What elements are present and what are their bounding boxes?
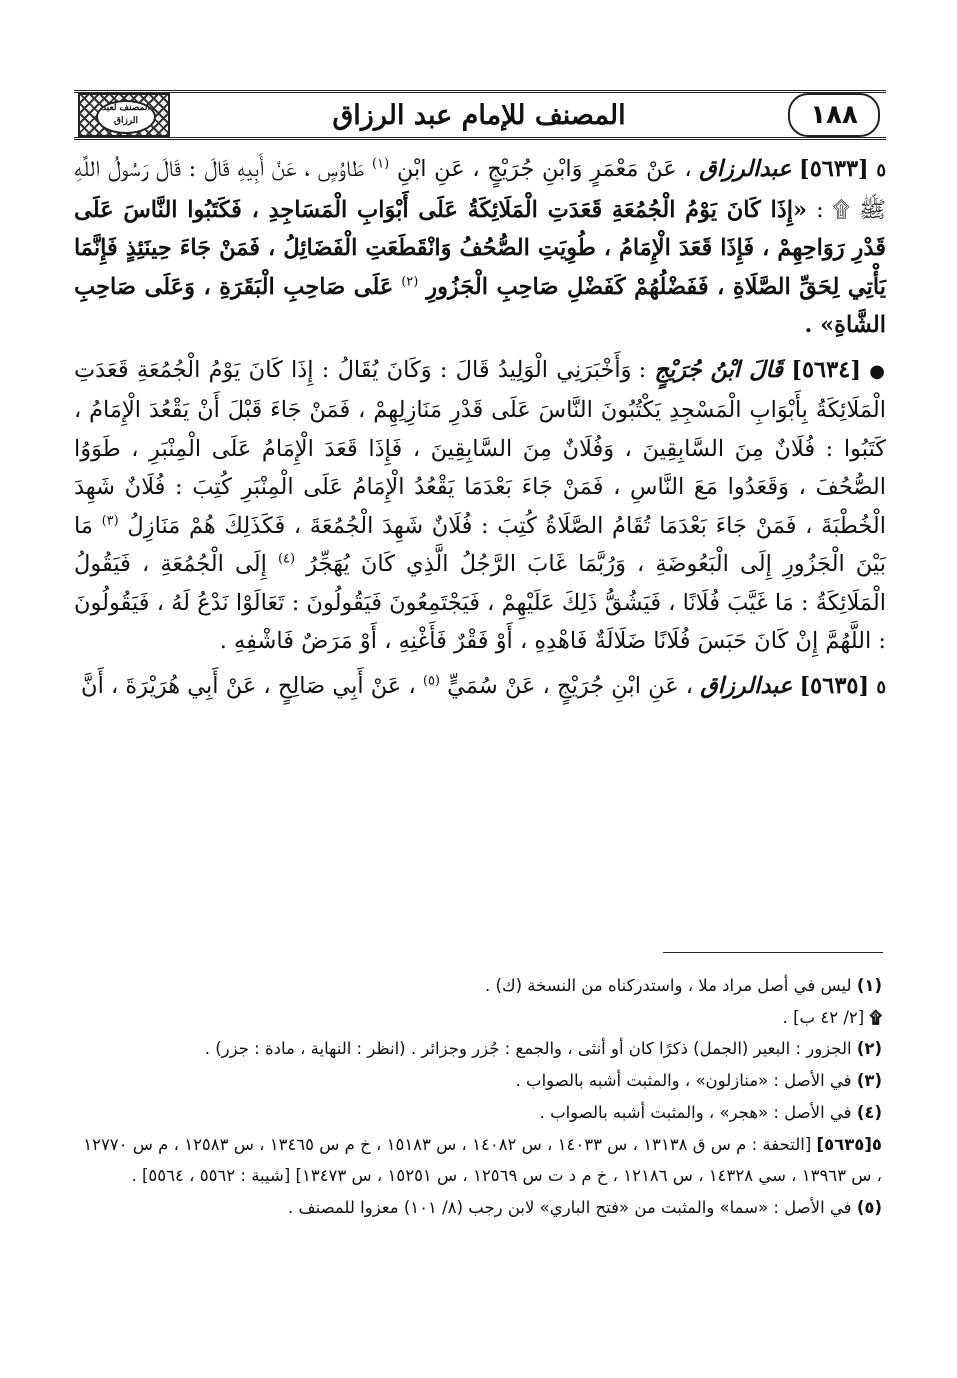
footnote-separator (663, 952, 883, 953)
footnote-ref: (١) (372, 156, 390, 172)
matn-quote: عَلَى صَاحِبِ الْبَقَرَةِ ، وَعَلَى صَاحِبِ الشَّاةِ» . (74, 273, 886, 338)
isnad-text: ، عَنِ ابْنِ جُرَيْجٍ ، عَنْ سُمَيٍّ (447, 672, 694, 699)
footnotes (74, 970, 886, 1224)
footnote-text: في الأصل : «منازلون» ، والمثبت أشبه بالصواب . (515, 1071, 852, 1091)
hadith-marker: ٥ (876, 160, 887, 181)
footnote-text: ليس في أصل مراد ملا ، واستدركناه من النسخة (ك) . (485, 976, 852, 995)
footnote-5 (74, 1192, 886, 1224)
isnad-text: ، عَنْ مَعْمَرٍ وَابْنِ جُرَيْجٍ ، عَنِ ابْنِ (396, 156, 692, 182)
hadith-source: قَالَ ابْنُ جُرَيْجٍ (654, 356, 784, 383)
footnote-3 (74, 1065, 886, 1097)
hadith-marker: ● (869, 360, 887, 382)
hadith-5635 (74, 667, 886, 708)
footnote-text: في الأصل : «هجر» ، والمثبت أشبه بالصواب . (539, 1102, 852, 1122)
footnote-4 (74, 1097, 886, 1129)
footnote-marker: (٢) (856, 1039, 882, 1059)
hadith-source: عبدالرزاق (700, 672, 793, 699)
hadith-source: عبدالرزاق (699, 156, 792, 182)
footnote-ref: (٥) (422, 673, 440, 688)
footnote-1 (74, 970, 886, 1002)
footnote-takhrij (74, 1129, 886, 1192)
hadith-text: : وَأَخْبَرَنِي الْوَلِيدُ قَالَ : وَكَانَ يُقَالُ : إِذَا كَانَ يَوْمُ الْجُمُعَةِ قَعَدَتِ الْمَلَائِكَةُ بِأَبْوَابِ الْمَسْجِدِ يَكْتُبُونَ النَّاسَ عَلَى قَدْرِ مَنَازِلِهِمْ ، فَمَنْ جَاءَ قَبْلَ أَنْ يَقْعُدَ الْإِمَامُ ، كَتَبُوا : فُلَانٌ مِنَ السَّابِقِينَ ، وَفُلَانٌ مِنَ السَّابِقِينَ ، فَإِذَا قَعَدَ الْإِمَامُ عَلَى الْمِنْبَرِ ، طَوَوُا الصُّحُفَ ، وَقَعَدُوا مَعَ النَّاسِ ، فَمَنْ جَاءَ بَعْدَمَا يَقْعُدُ الْإِمَامُ عَلَى الْمِنْبَرِ كُتِبَ : فُلَانٌ شَهِدَ الْخُطْبَةَ ، فَمَنْ جَاءَ بَعْدَمَا تُقَامُ الصَّلَاةُ كُتِبَ : فُلَانٌ شَهِدَ الْجُمُعَةَ ، فَكَذَلِكَ هُمْ مَنَازِلُ (74, 356, 886, 539)
footnote-text: الجزور : البعير (الجمل) ذكرًا كان أو أنثى ، والجمع : جُزر وجزائر . (انظر : النهاية ، مادة : جزر) . (204, 1039, 852, 1059)
hadith-marker: ٥ (876, 676, 886, 698)
footnote-ref: (٢) (401, 274, 419, 289)
hadith-text: إِلَى الْجُمُعَةِ ، فَيَقُولُ الْمَلَائِكَةُ : مَا غَيَّبَ فُلَانًا ، فَيَشُقُّ ذَلِكَ عَلَيْهِمْ ، فَيَجْتَمِعُونَ فَيَقُولُونَ : تَعَالَوْا نَدْعُ لَهُ ، فَيَقُولُونَ : اللَّهُمَّ إِنْ كَانَ حَبَسَ فُلَانًا ضَلَالَةٌ فَاهْدِهِ ، أَوْ فَقْرٌ فَأَغْنِهِ ، أَوْ مَرَضٌ فَاشْفِهِ . (74, 551, 886, 654)
isnad-text: ، عَنْ أَبِي صَالِحٍ ، عَنْ أَبِي هُرَيْرَةَ ، أَنَّ (81, 672, 416, 699)
footnote-marker: ٥[٥٦٣٥] (816, 1134, 882, 1154)
ornament-seal: المصنف لعبد الرزاق (96, 100, 156, 134)
footnote-ref: (٣) (101, 513, 119, 528)
footnote-text: [٢/ ٤٢ ب] . (782, 1007, 865, 1027)
footnote-text: [التحفة : م س ق ١٣١٣٨ ، س ١٤٠٣٣ ، س ١٤٠٨٢ ، س ١٥١٨٣ ، خ م س ١٣٤٦٥ ، س ١٢٥٨٣ ، م س ١٢٧٧٠ ، س ١٣٩٦٣ ، سي ١٤٣٢٨ ، س ١٢١٨٦ ، خ م د ت س ١٢٥٦٩ ، س ١٥٢٥١ ، س ١٣٤٧٣] [شيبة : ٥٥٦٢ ، ٥٥٦٤] . (83, 1134, 882, 1186)
page-number: ١٨٨ (788, 93, 880, 137)
hadith-number: [٥٦٣٣] (799, 156, 869, 182)
footnote-marker: ۩ (869, 1007, 882, 1027)
hadith-5633 (74, 150, 886, 345)
hadith-number: [٥٦٣٥] (799, 672, 870, 699)
footnote-marker: (٤) (856, 1102, 882, 1122)
hadith-number: [٥٦٣٤] (791, 356, 861, 383)
hadith-text: مَا بَيْنَ الْجَزُورِ إِلَى الْبَعُوضَةِ ، وَرُبَّمَا غَابَ الرَّجُلُ الَّذِي كَانَ يُهَجِّرُ (74, 512, 886, 577)
footnote-manuscript (74, 1002, 886, 1034)
footnote-text: في الأصل : «سما» والمثبت من «فتح الباري» لابن رجب (٨/ ١٠١) معزوا للمصنف . (288, 1197, 852, 1217)
running-title: المصنف للإمام عبد الرزاق (332, 99, 626, 131)
isnad-text: طَاوُسٍ ، عَنْ أَبِيهِ قَالَ : قَالَ رَسُولُ اللَّهِ ﷺ ۩ : (74, 156, 887, 223)
footnote-marker: (١) (856, 976, 882, 995)
hadith-5634 (74, 351, 886, 661)
page-header (74, 90, 886, 140)
footnote-marker: (٥) (856, 1197, 882, 1217)
footnote-ref: (٤) (277, 551, 296, 567)
ornament-frame (78, 93, 170, 137)
matn-quote: «إِذَا كَانَ يَوْمُ الْجُمُعَةِ قَعَدَتِ الْمَلَائِكَةُ عَلَى أَبْوَابِ الْمَسَاجِدِ ، فَكَتَبُوا النَّاسَ عَلَى قَدْرِ رَوَاحِهِمْ ، فَإِذَا قَعَدَ الْإِمَامُ ، طُوِيَتِ الصُّحُفُ وَانْقَطَعَتِ الْفَضَائِلُ ، فَمَنْ جَاءَ حِينَئِذٍ فَإِنَّمَا يَأْتِي لِحَقِّ الصَّلَاةِ ، فَفَضْلُهُمْ كَفَضْلِ صَاحِبِ الْجَزُورِ (74, 196, 887, 300)
footnote-marker: (٣) (856, 1071, 882, 1091)
footnote-2 (74, 1033, 886, 1065)
main-text (74, 150, 886, 713)
